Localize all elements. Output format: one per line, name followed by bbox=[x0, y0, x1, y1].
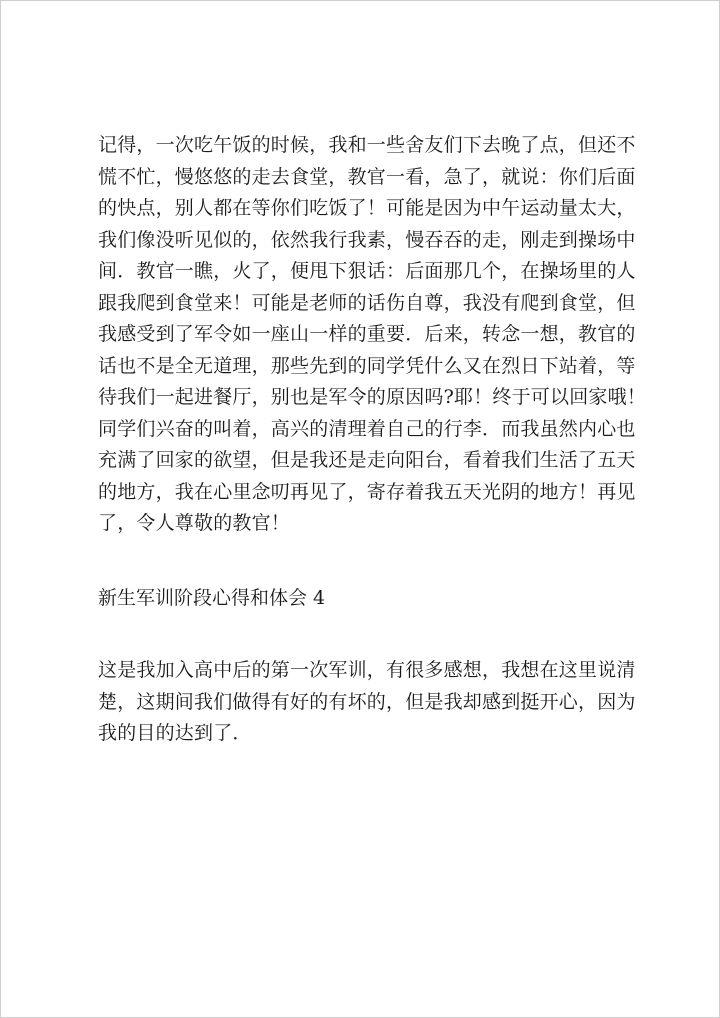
paragraph-line: 的快点，别人都在等你们吃饭了！可能是因为中午运动量太大， bbox=[98, 197, 636, 219]
paragraph-line: 了，令人尊敬的教官！ bbox=[98, 512, 291, 534]
paragraph-line: 慌不忙，慢悠悠的走去食堂，教官一看，急了，就说：你们后面 bbox=[98, 165, 636, 188]
paragraph-line: 跟我爬到食堂来！可能是老师的话伤自尊，我没有爬到食堂，但 bbox=[98, 291, 636, 314]
section-heading: 新生军训阶段心得和体会 4 bbox=[98, 586, 326, 609]
paragraph-line: 的地方，我在心里念叨再见了，寄存着我五天光阴的地方！再见 bbox=[98, 480, 636, 503]
paragraph-line: 充满了回家的欲望，但是我还是走向阳台，看着我们生活了五天 bbox=[98, 449, 636, 471]
paragraph-line: 同学们兴奋的叫着，高兴的清理着自己的行李．而我虽然内心也 bbox=[98, 417, 636, 440]
paragraph-line: 待我们一起进餐厅，别也是军令的原因吗?耶！终于可以回家哦！ bbox=[98, 386, 646, 408]
paragraph-line: 记得，一次吃午饭的时候，我和一些舍友们下去晚了点，但还不 bbox=[98, 134, 636, 156]
paragraph-line: 我感受到了军令如一座山一样的重要．后来，转念一想，教官的 bbox=[98, 323, 636, 345]
paragraph-2 bbox=[98, 655, 648, 750]
paragraph-line: 间．教官一瞧，火了，便甩下狠话：后面那几个，在操场里的人 bbox=[98, 260, 636, 282]
paragraph-line: 楚，这期间我们做得有好的有坏的，但是我却感到挺开心，因为 bbox=[98, 690, 636, 713]
paragraph-line: 我的目的达到了． bbox=[98, 722, 252, 744]
paragraph-line: 这是我加入高中后的第一次军训，有很多感想，我想在这里说清 bbox=[98, 659, 636, 681]
paragraph-1 bbox=[98, 130, 648, 540]
document-body bbox=[98, 130, 648, 750]
paragraph-line: 话也不是全无道理，那些先到的同学凭什么又在烈日下站着，等 bbox=[98, 354, 636, 377]
paragraph-line: 我们像没听见似的，依然我行我素，慢吞吞的走，刚走到操场中 bbox=[98, 228, 636, 251]
